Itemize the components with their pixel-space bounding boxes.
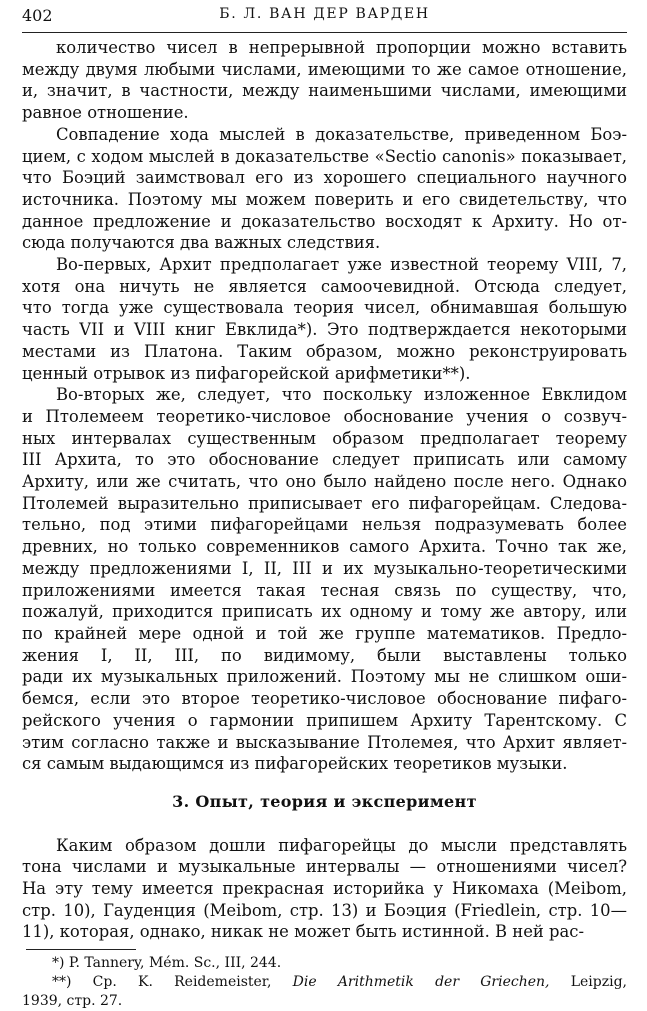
- text-line: Во-первых, Архит предполагает уже известной теорему VIII, 7,: [56, 255, 627, 275]
- main-text: [22, 37, 627, 943]
- paragraph: [22, 835, 627, 944]
- text-line: между предложениями I, II, III и их музыкально-теоретическими: [22, 558, 627, 578]
- text-line: III Архита, то это обоснование следует приписать или самому: [22, 450, 627, 470]
- footnote-rule: [26, 949, 136, 950]
- text-line: Архиту, или же считать, что оно было найдено после него. Однако: [22, 472, 627, 492]
- section-heading: 3. Опыт, теория и эксперимент: [172, 791, 477, 811]
- text-line: между двумя любыми числами, имеющими то же самое отношение,: [22, 59, 627, 79]
- text-line: Птолемей выразительно приписывает его пифагорейцам. Следова-: [22, 493, 627, 513]
- text-line: стр. 10), Гауденция (Meibom, стр. 13) и Боэция (Friedlein, стр. 10—: [22, 900, 627, 920]
- text-line: по крайней мере одной и той же группе математиков. Предло-: [22, 623, 627, 643]
- paragraph: [22, 384, 627, 775]
- text-line: Каким образом дошли пифагорейцы до мысли представлять: [56, 835, 627, 855]
- page-number: 402: [22, 6, 53, 25]
- text-line: этим согласно также и высказывание Птолемея, что Архит являет-: [22, 732, 627, 752]
- footnote-2-continuation: 1939, стр. 27.: [22, 993, 123, 1010]
- text-line: что Боэций заимствовал его из хорошего специального научного: [22, 168, 627, 188]
- page-header: [22, 0, 627, 33]
- text-line: источника. Поэтому мы можем поверить и его свидетельству, что: [22, 189, 627, 209]
- paragraph: [22, 37, 627, 124]
- text-line: тона числами и музыкальные интервалы — отношениями чисел?: [22, 857, 627, 877]
- footnote-2-prefix: **) Cp. K. Reidemeister,: [52, 974, 272, 991]
- text-line: приложениями имеется такая тесная связь по существу, что,: [22, 580, 627, 600]
- text-line: что тогда уже существовала теория чисел, обнимавшая большую: [22, 298, 627, 318]
- text-line: и Птолемеем теоретико-числовое обоснование учения о созвуч-: [22, 406, 627, 426]
- text-line: древних, но только современников самого Архита. Точно так же,: [22, 537, 627, 557]
- text-line: тельно, под этими пифагорейцами нельзя подразумевать более: [22, 515, 627, 535]
- text-line: сюда получаются два важных следствия.: [22, 233, 381, 253]
- text-line: количество чисел в непрерывной пропорции можно вставить: [56, 38, 627, 57]
- text-line: рейского учения о гармонии припишем Архиту Тарентскому. С: [22, 710, 627, 730]
- text-line: хотя она ничуть не является самоочевидной. Отсюда следует,: [22, 276, 627, 296]
- footnote-2-title: Die Arithmetik der Griechen,: [292, 974, 550, 991]
- footnote-2-suffix: Leipzig,: [570, 974, 628, 991]
- text-line: и, значит, в частности, между наименьшими числами, имеющими: [22, 81, 627, 101]
- footnote-2: [22, 973, 627, 992]
- footnotes: [22, 954, 627, 1011]
- text-line: ценный отрывок из пифагорейской арифметики**).: [22, 363, 471, 383]
- footnote-1: *) P. Tannery, Mém. Sc., III, 244.: [52, 955, 282, 972]
- text-line: бемся, если это второе теоретико-числовое обоснование пифаго-: [22, 689, 627, 709]
- text-line: Совпадение хода мыслей в доказательстве, приведенном Боэ-: [56, 124, 627, 144]
- text-line: цием, с ходом мыслей в доказательстве «Sectio canonis» показывает,: [22, 146, 627, 166]
- paragraph: [22, 124, 627, 254]
- text-line: местами из Платона. Таким образом, можно реконструировать: [22, 341, 627, 361]
- text-line: пожалуй, приходится приписать их одному и тому же автору, или: [22, 602, 627, 622]
- running-title: Б. Л. ВАН ДЕР ВАРДЕН: [219, 6, 430, 22]
- text-line: ных интервалах существенным образом предполагает теорему: [22, 428, 627, 448]
- text-line: часть VII и VIII книг Евклида*). Это подтверждается некоторыми: [22, 320, 627, 340]
- text-line: На эту тему имеется прекрасная историйка у Никомаха (Meibom,: [22, 879, 627, 899]
- text-line: ради их музыкальных приложений. Поэтому мы не слишком оши-: [22, 667, 627, 687]
- text-line: жения I, II, III, по видимому, были выставлены только: [22, 645, 627, 665]
- paragraph: [22, 254, 627, 384]
- text-line: равное отношение.: [22, 103, 189, 123]
- text-line: данное предложение и доказательство восходят к Архиту. Но от-: [22, 211, 627, 231]
- text-line: Во-вторых же, следует, что поскольку изложенное Евклидом: [56, 385, 627, 405]
- text-line: 11), которая, однако, никак не может быть истинной. В ней рас-: [22, 922, 585, 942]
- text-line: ся самым выдающимся из пифагорейских теоретиков музыки.: [22, 754, 568, 774]
